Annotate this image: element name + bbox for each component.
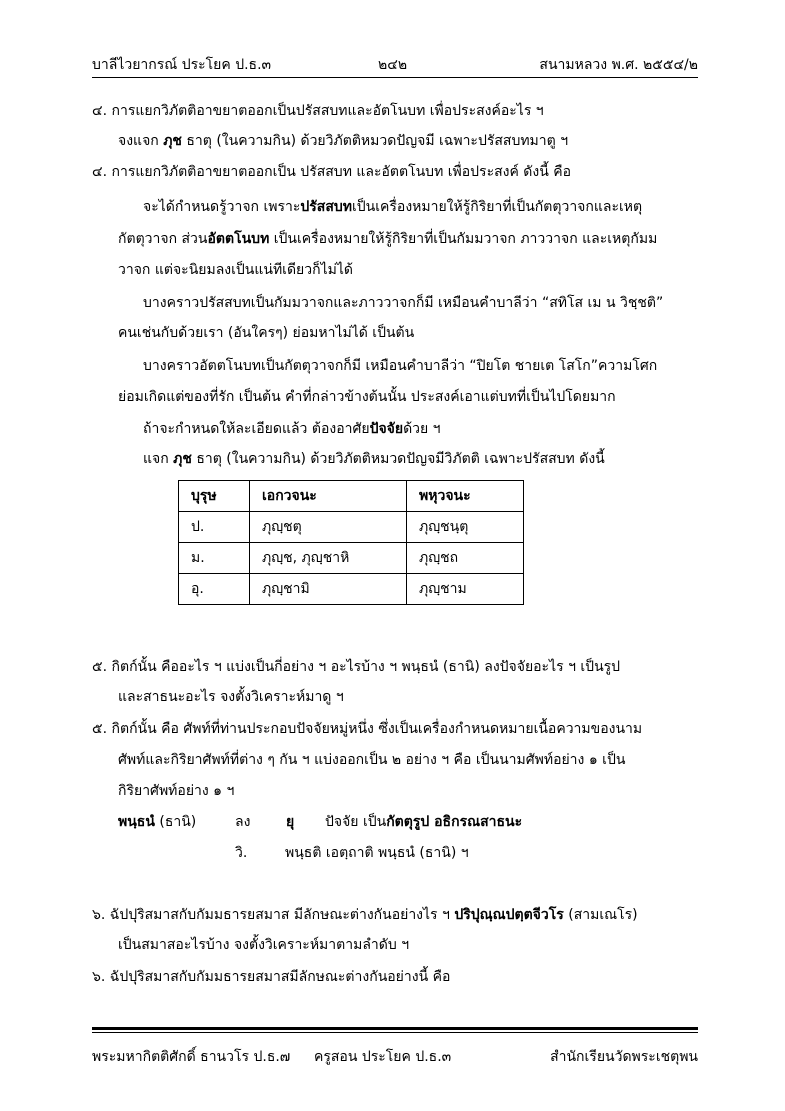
a5-form-lng: ลง <box>235 814 251 830</box>
a5-line1: ๕. กิตก์นั้น คือ ศัพท์ที่ท่านประกอบปัจจัยหมู่หนึ่ง ซึ่งเป็นเครื่องกำหนดหมายเนื้อความของนาม <box>92 721 643 737</box>
a4-p1-c: เป็นเครื่องหมายให้รู้กิริยาที่เป็นกัตตุวาจกและเหตุ <box>352 199 643 215</box>
a4-p2-a: กัตตุวาจก ส่วน <box>118 231 208 247</box>
a5-vi-text: พนฺธติ เอตฺถาติ พนฺธนํ (ธานิ) ฯ <box>285 845 469 861</box>
page-header <box>92 54 698 76</box>
a5-form-row <box>118 811 638 833</box>
a4-p8-a: ถ้าจะกำหนดให้ละเอียดแล้ว ต้องอาศัย <box>143 421 370 437</box>
a4-term-parassabot: ปรัสสบท <box>300 199 352 215</box>
table-cell: ม. <box>179 543 250 574</box>
a4-p7: ย่อมเกิดแต่ของที่รัก เป็นต้น คำที่กล่าวข้างต้นนั้น ประสงค์เอาแต่บทที่เป็นไปโดยมาก <box>118 389 616 405</box>
footer-rule-thin <box>92 1032 698 1033</box>
a5-form-word-bold: พนฺธนํ <box>118 814 155 830</box>
q4-line1: ๔. การแยกวิภัตติอาขยาตออกเป็นปรัสสบทและอัตโนบท เพื่อประสงค์อะไร ฯ <box>92 103 544 119</box>
a4-p2 <box>118 228 657 250</box>
q6-compound-word: ปริปุณฺณปตฺตจีวโร <box>454 907 564 923</box>
q4-root-word: ภุช <box>163 133 182 149</box>
footer-left: พระมหากิตติศักดิ์ ธานวโร ป.ธ.๗ <box>92 1049 291 1065</box>
table-cell: ภุญฺช, ภุญฺชาหิ <box>250 543 407 574</box>
a5-line3: กิริยาศัพท์อย่าง ๑ ฯ <box>118 783 235 799</box>
header-left: บาลีไวยากรณ์ ประโยค ป.ธ.๓ <box>92 57 272 73</box>
a4-p8-c: ด้วย ฯ <box>403 421 441 437</box>
footer-center: ครูสอน ประโยค ป.ธ.๓ <box>314 1049 452 1065</box>
a5-form-word-note: (ธานิ) <box>154 814 197 830</box>
table-cell: ภุญฺชามิ <box>250 574 407 605</box>
a4-p8 <box>143 418 441 440</box>
table-row <box>179 512 524 543</box>
footer-rule-thick <box>92 1027 698 1030</box>
q5-line1: ๕. กิตก์นั้น คืออะไร ฯ แบ่งเป็นกี่อย่าง ฯ อะไรบ้าง ฯ พนฺธนํ (ธานิ) ลงปัจจัยอะไร ฯ เป็นรูป <box>92 659 621 675</box>
q4-line2 <box>118 130 568 152</box>
a4-p4: บางคราวปรัสสบทเป็นกัมมวาจกและภาววาจกก็มี เหมือนคำบาลีว่า “สทิโส เม น วิชฺชติ” <box>143 295 664 311</box>
a5-form-suffix: ยุ <box>286 814 295 830</box>
table-cell: ภุญฺชถ <box>407 543 524 574</box>
a5-vi-row <box>235 842 535 864</box>
page-footer <box>92 1046 698 1068</box>
a5-form-pc: ปัจจัย เป็น <box>325 814 387 830</box>
a4-line1: ๔. การแยกวิภัตติอาขยาตออกเป็น ปรัสสบท และอัตตโนบท เพื่อประสงค์ ดังนี้ คือ <box>92 164 572 180</box>
table-header-row <box>179 481 524 512</box>
a4-p2-c: เป็นเครื่องหมายให้รู้กิริยาที่เป็นกัมมวาจก ภาววาจก และเหตุกัมม <box>269 231 658 247</box>
a4-p1 <box>143 196 642 218</box>
a4-p9-c: ธาตุ (ในความกิน) ด้วยวิภัตติหมวดปัญจมีวิภัตติ เฉพาะปรัสสบท ดังนี้ <box>191 451 605 467</box>
conjugation-table <box>178 480 524 605</box>
a4-term-attanobot: อัตตโนบท <box>207 231 270 247</box>
page-number: ๒๔๒ <box>378 57 408 73</box>
table-header-singular: เอกวจนะ <box>250 481 407 512</box>
table-cell: ภุญฺชตุ <box>250 512 407 543</box>
table-cell: อุ. <box>179 574 250 605</box>
q6-line1-c: (สามเณโร) <box>563 907 638 923</box>
a4-p1-a: จะได้กำหนดรู้วาจก เพราะ <box>143 199 301 215</box>
q6-line1 <box>92 904 638 926</box>
table-row <box>179 574 524 605</box>
header-right: สนามหลวง พ.ศ. ๒๕๕๔/๒ <box>539 57 698 73</box>
a4-p9 <box>143 448 605 470</box>
a5-form-kind-bold: กัตตุรูป อธิกรณสาธนะ <box>386 814 523 830</box>
a6-line1: ๖. ฉัปปุริสมาสกับกัมมธารยสมาสมีลักษณะต่างกันอย่างนี้ คือ <box>92 969 451 985</box>
a4-p9-a: แจก <box>143 451 174 467</box>
a5-vi-label: วิ. <box>235 845 248 861</box>
a5-form-kind <box>325 811 522 833</box>
table-cell: ภุญฺชนฺตุ <box>407 512 524 543</box>
a5-form-word <box>118 811 196 833</box>
table-header-person: บุรุษ <box>179 481 250 512</box>
footer-right: สำนักเรียนวัดพระเชตุพน <box>550 1049 698 1065</box>
a4-p6: บางคราวอัตตโนบทเป็นกัตตุวาจกก็มี เหมือนคำบาลีว่า “ปิยโต ชายเต โสโก”ความโศก <box>143 358 658 374</box>
table-cell: ภุญฺชาม <box>407 574 524 605</box>
table-row <box>179 543 524 574</box>
table-cell: ป. <box>179 512 250 543</box>
q6-line2: เป็นสมาสอะไรบ้าง จงตั้งวิเคราะห์มาตามลำดับ ฯ <box>118 937 410 953</box>
q4-line2-a: จงแจก <box>118 133 164 149</box>
table-header-plural: พหุวจนะ <box>407 481 524 512</box>
header-rule <box>92 77 698 78</box>
a4-term-paccaya: ปัจจัย <box>369 421 404 437</box>
q5-line2: และสาธนะอะไร จงตั้งวิเคราะห์มาดู ฯ <box>118 689 344 705</box>
a4-p9-root-word: ภุช <box>173 451 192 467</box>
q6-line1-a: ๖. ฉัปปุริสมาสกับกัมมธารยสมาส มีลักษณะต่างกันอย่างไร ฯ <box>92 907 455 923</box>
a4-p3: วาจก แต่จะนิยมลงเป็นแน่ทีเดียวก็ไม่ได้ <box>118 262 353 278</box>
q4-line2-c: ธาตุ (ในความกิน) ด้วยวิภัตติหมวดปัญจมี เฉพาะปรัสสบทมาตู ฯ <box>181 133 569 149</box>
a4-p5: คนเช่นกับด้วยเรา (อันใครๆ) ย่อมหาไม่ได้ เป็นต้น <box>118 325 415 341</box>
a5-line2: ศัพท์และกิริยาศัพท์ที่ต่าง ๆ กัน ฯ แบ่งออกเป็น ๒ อย่าง ฯ คือ เป็นนามศัพท์อย่าง ๑ เป็น <box>118 752 626 768</box>
